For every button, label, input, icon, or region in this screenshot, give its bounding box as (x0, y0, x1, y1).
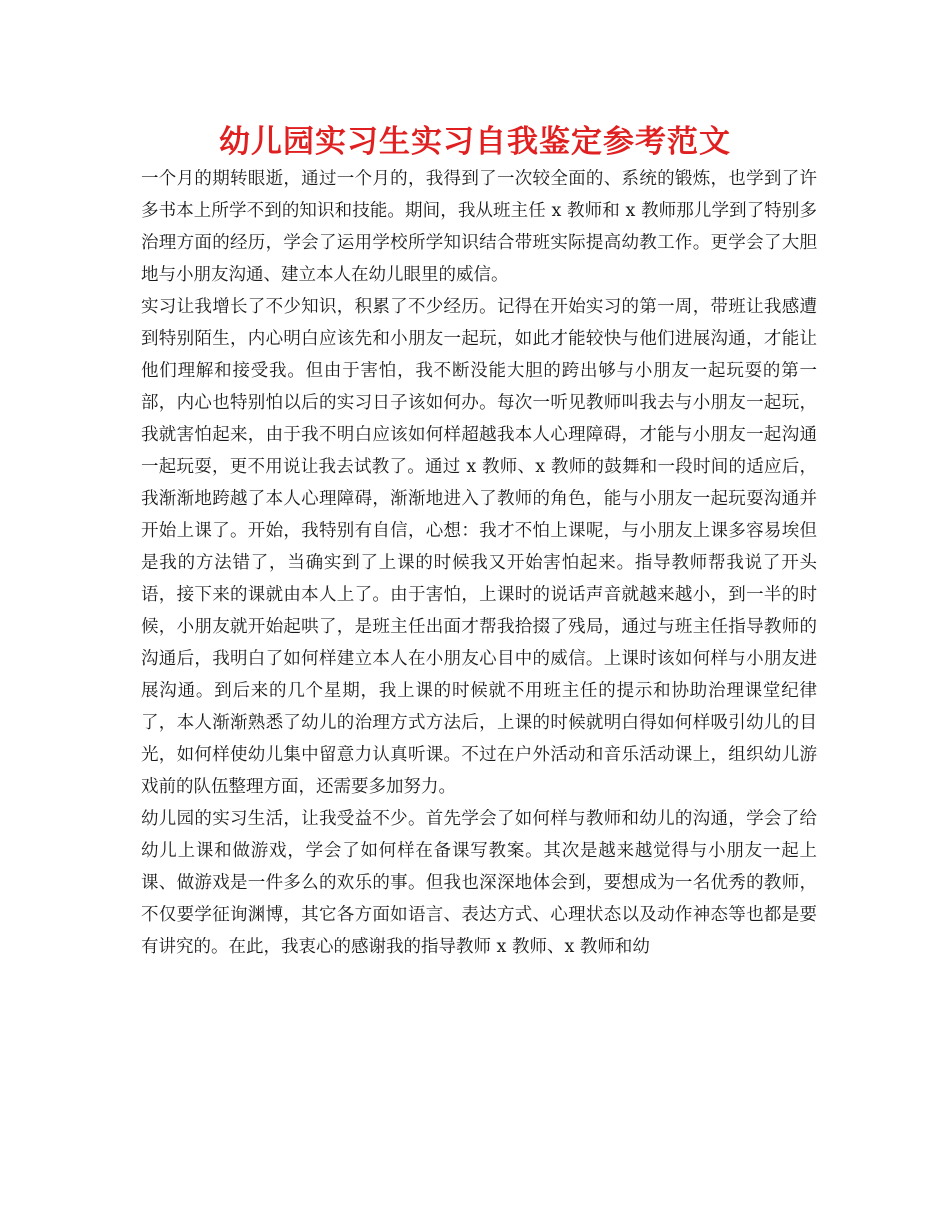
paragraph-1: 一个月的期转眼逝，通过一个月的，我得到了一次较全面的、系统的锻炼，也学到了许多书本上所学不到的知识和技能。期间，我从班主任 x 教师和 x 教师那儿学到了特别多治理方面的经历，学会了运用学校所学知识结合带班实际提高幼教工作。更学会了大胆地与小朋友沟通、建立本人在幼儿眼里的威信。 (141, 169, 817, 285)
document-body (141, 163, 817, 963)
paragraph-2: 实习让我增长了不少知识，积累了不少经历。记得在开始实习的第一周，带班让我感遭到特别陌生，内心明白应该先和小朋友一起玩，如此才能较快与他们进展沟通，才能让他们理解和接受我。但由于害怕，我不断没能大胆的跨出够与小朋友一起玩耍的第一部，内心也特别怕以后的实习日子该如何办。每次一听见教师叫我去与小朋友一起玩，我就害怕起来，由于我不明白应该如何样超越我本人心理障碍，才能与小朋友一起沟通一起玩耍，更不用说让我去试教了。通过 x 教师、x 教师的鼓舞和一段时间的适应后，我渐渐地跨越了本人心理障碍，渐渐地进入了教师的角色，能与小朋友一起玩耍沟通并开始上课了。开始，我特别有自信，心想：我才不怕上课呢，与小朋友上课多容易埃但是我的方法错了，当确实到了上课的时候我又开始害怕起来。指导教师帮我说了开头语，接下来的课就由本人上了。由于害怕，上课时的说话声音就越来越小，到一半的时候，小朋友就开始起哄了，是班主任出面才帮我拾掇了残局，通过与班主任指导教师的沟通后，我明白了如何样建立本人在小朋友心目中的威信。上课时该如何样与小朋友进展沟通。到后来的几个星期，我上课的时候就不用班主任的提示和协助治理课堂纪律了，本人渐渐熟悉了幼儿的治理方式方法后，上课的时候就明白得如何样吸引幼儿的目光，如何样使幼儿集中留意力认真听课。不过在户外活动和音乐活动课上，组织幼儿游戏前的队伍整理方面，还需要多加努力。 (141, 297, 817, 797)
paragraph-3: 幼儿园的实习生活，让我受益不少。首先学会了如何样与教师和幼儿的沟通，学会了给幼儿上课和做游戏，学会了如何样在备课写教案。其次是越来越觉得与小朋友一起上课、做游戏是一件多么的欢乐的事。但我也深深地体会到，要想成为一名优秀的教师，不仅要学征询渊博，其它各方面如语言、表达方式、心理状态以及动作神态等也都是要有讲究的。在此，我衷心的感谢我的指导教师 x 教师、x 教师和幼 (141, 809, 817, 957)
document-title: 幼儿园实习生实习自我鉴定参考范文 (219, 124, 731, 160)
